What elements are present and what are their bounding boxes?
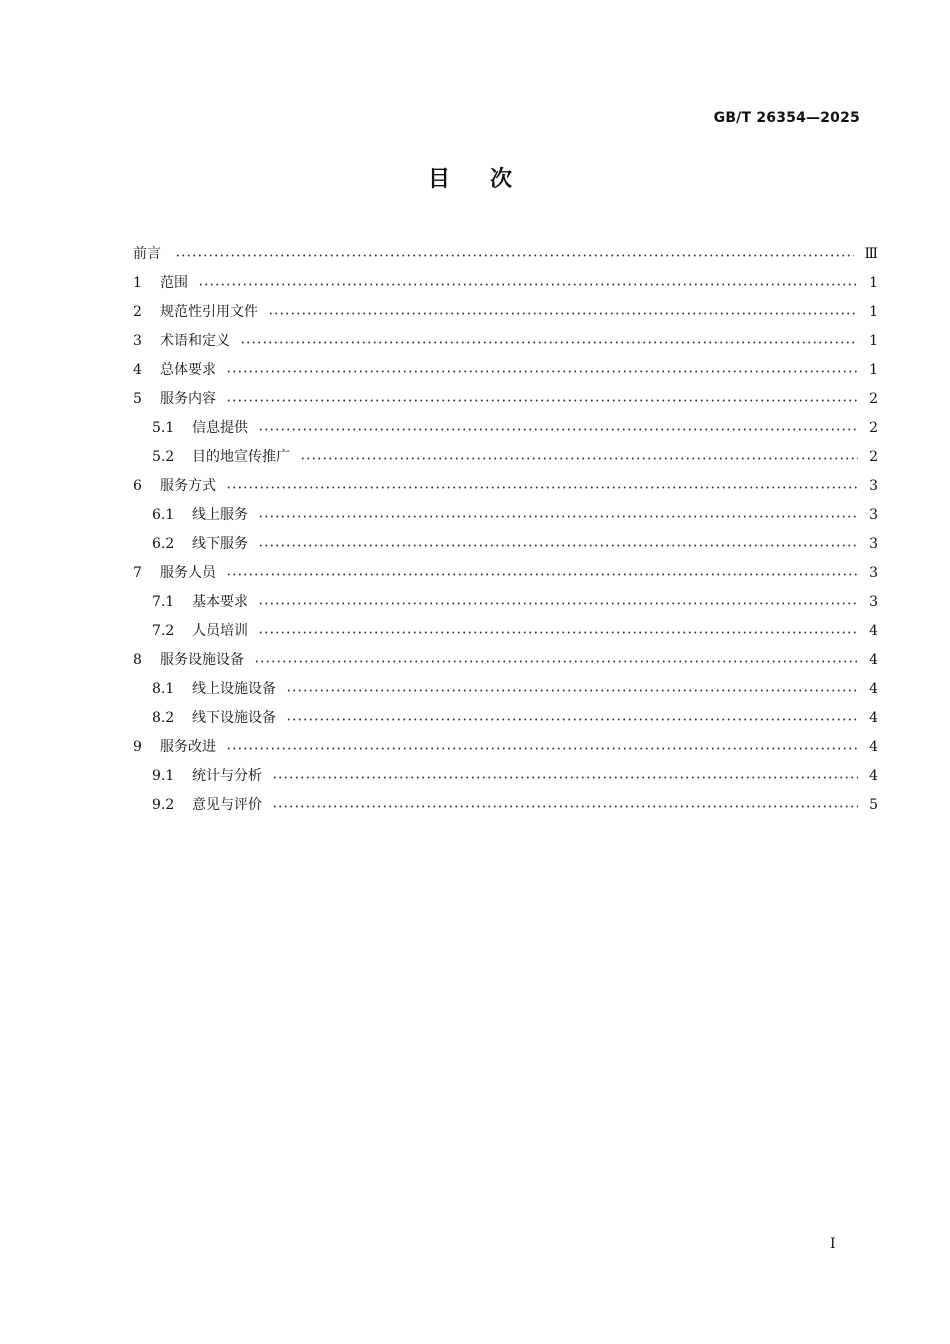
dot-leader — [226, 573, 858, 576]
toc-entry-label: 范围 — [160, 275, 188, 291]
toc-entry-label: 线上服务 — [192, 507, 248, 523]
toc-entry[interactable] — [133, 501, 878, 530]
toc-entry[interactable] — [133, 704, 878, 733]
toc-entry[interactable] — [133, 240, 878, 269]
toc-entry-label: 总体要求 — [160, 362, 216, 378]
standard-number: GB/T 26354—2025 — [713, 110, 860, 126]
toc-entry-page: 4 — [869, 652, 878, 668]
toc-entry-page: 4 — [869, 623, 878, 639]
toc-entry-label: 服务人员 — [160, 565, 216, 581]
toc-entry-page: 5 — [869, 797, 878, 813]
dot-leader — [300, 457, 858, 460]
toc-entry-label: 规范性引用文件 — [160, 304, 258, 320]
toc-entry-page: 2 — [869, 449, 878, 465]
toc-entry-number: 6 — [133, 478, 142, 494]
toc-entry-label: 意见与评价 — [192, 797, 262, 813]
toc-entry-page: 2 — [869, 391, 878, 407]
toc-entry-label: 人员培训 — [192, 623, 248, 639]
toc-entry-label: 前言 — [133, 246, 161, 262]
dot-leader — [272, 805, 858, 808]
toc-entry-page: 3 — [869, 478, 878, 494]
dot-leader — [254, 660, 858, 663]
toc-entry-number: 7 — [133, 565, 142, 581]
dot-leader — [240, 341, 858, 344]
toc-entry-number: 7.2 — [152, 623, 175, 639]
toc-entry-number: 8.1 — [152, 681, 175, 697]
toc-entry-page: 1 — [869, 333, 878, 349]
toc-entry[interactable] — [133, 443, 878, 472]
dot-leader — [175, 254, 854, 257]
toc-entry-number: 4 — [133, 362, 142, 378]
toc-entry-page: 3 — [869, 594, 878, 610]
toc-entry-page: 1 — [869, 275, 878, 291]
dot-leader — [226, 747, 858, 750]
toc-entry-label: 信息提供 — [192, 420, 248, 436]
toc-entry[interactable] — [133, 646, 878, 675]
toc-entry-number: 1 — [133, 275, 142, 291]
toc-entry-page: 4 — [869, 681, 878, 697]
toc-entry-label: 统计与分析 — [192, 768, 262, 784]
toc-entry-label: 术语和定义 — [160, 333, 230, 349]
toc-entry-number: 9.1 — [152, 768, 175, 784]
toc-entry-page: 4 — [869, 768, 878, 784]
toc-entry[interactable] — [133, 414, 878, 443]
toc-entry-page: 3 — [869, 536, 878, 552]
toc-entry-label: 服务方式 — [160, 478, 216, 494]
toc-entry-number: 6.2 — [152, 536, 175, 552]
page-number: I — [830, 1236, 836, 1252]
toc-entry[interactable] — [133, 356, 878, 385]
toc-entry-number: 3 — [133, 333, 142, 349]
toc-entry[interactable] — [133, 530, 878, 559]
toc-entry-number: 8.2 — [152, 710, 175, 726]
toc-entry-page: Ⅲ — [864, 246, 878, 262]
dot-leader — [198, 283, 858, 286]
toc-entry[interactable] — [133, 327, 878, 356]
dot-leader — [258, 602, 858, 605]
toc-entry-label: 线上设施设备 — [192, 681, 276, 697]
toc-entry-page: 4 — [869, 710, 878, 726]
toc-entry[interactable] — [133, 762, 878, 791]
toc-entry-label: 线下服务 — [192, 536, 248, 552]
dot-leader — [226, 486, 858, 489]
toc-entry-number: 5.2 — [152, 449, 175, 465]
toc-entry[interactable] — [133, 269, 878, 298]
toc-entry-number: 8 — [133, 652, 142, 668]
toc-entry-number: 5.1 — [152, 420, 175, 436]
toc-entry[interactable] — [133, 617, 878, 646]
toc-entry-page: 1 — [869, 304, 878, 320]
toc-entry[interactable] — [133, 559, 878, 588]
toc-entry-number: 9.2 — [152, 797, 175, 813]
dot-leader — [258, 515, 858, 518]
toc-entry-label: 目的地宣传推广 — [192, 449, 290, 465]
toc-entry-number: 2 — [133, 304, 142, 320]
dot-leader — [286, 718, 858, 721]
toc-entry-number: 9 — [133, 739, 142, 755]
dot-leader — [268, 312, 858, 315]
dot-leader — [258, 544, 858, 547]
toc-entry[interactable] — [133, 588, 878, 617]
toc-entry-label: 服务设施设备 — [160, 652, 244, 668]
toc-entry-label: 服务改进 — [160, 739, 216, 755]
toc-entry[interactable] — [133, 472, 878, 501]
toc-entry-number: 5 — [133, 391, 142, 407]
toc-entry-label: 线下设施设备 — [192, 710, 276, 726]
toc-entry[interactable] — [133, 675, 878, 704]
toc-entry-page: 3 — [869, 565, 878, 581]
toc-entry-number: 6.1 — [152, 507, 175, 523]
toc-entry[interactable] — [133, 733, 878, 762]
dot-leader — [286, 689, 858, 692]
table-of-contents — [133, 240, 878, 820]
dot-leader — [226, 399, 858, 402]
toc-entry-page: 3 — [869, 507, 878, 523]
dot-leader — [272, 776, 858, 779]
toc-entry-label: 基本要求 — [192, 594, 248, 610]
page-title: 目次 — [427, 167, 552, 192]
toc-entry-page: 2 — [869, 420, 878, 436]
toc-entry-page: 1 — [869, 362, 878, 378]
toc-entry[interactable] — [133, 298, 878, 327]
toc-entry[interactable] — [133, 791, 878, 820]
toc-entry-label: 服务内容 — [160, 391, 216, 407]
toc-entry-number: 7.1 — [152, 594, 175, 610]
dot-leader — [226, 370, 858, 373]
dot-leader — [258, 631, 858, 634]
toc-entry-page: 4 — [869, 739, 878, 755]
toc-entry[interactable] — [133, 385, 878, 414]
dot-leader — [258, 428, 858, 431]
